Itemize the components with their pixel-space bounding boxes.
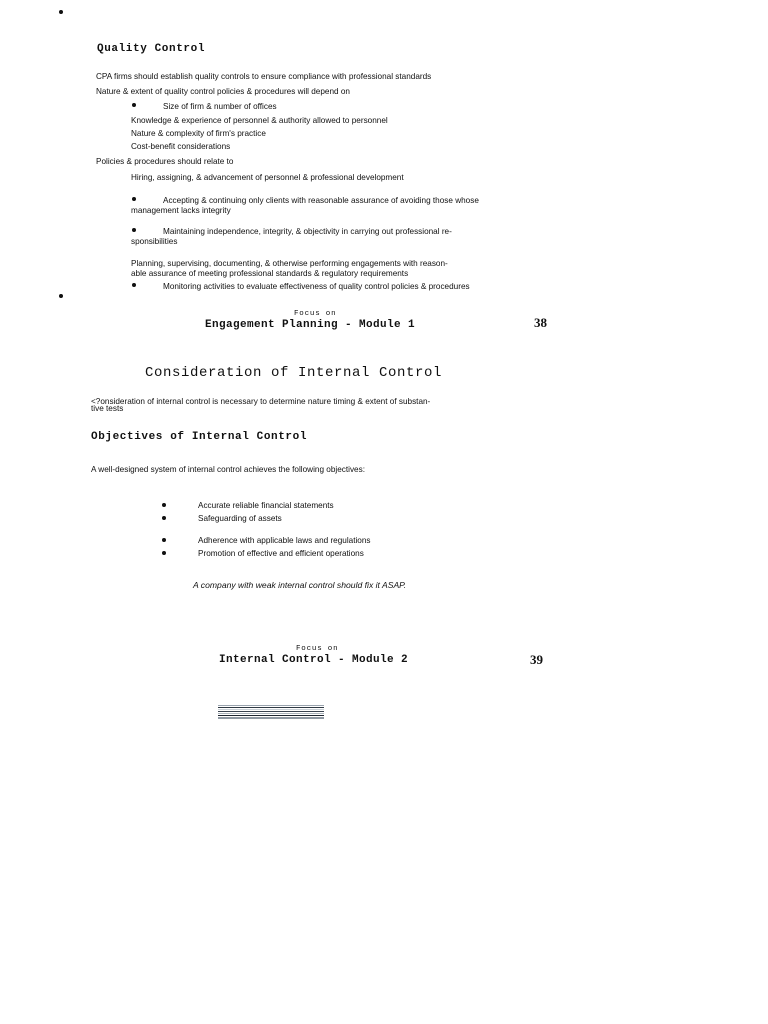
ic-intro-line-1: <?onsideration of internal control is necessary to determine nature timing & extent of substan- (91, 397, 431, 406)
module-label: Internal Control - Module 2 (219, 654, 409, 666)
page-number: 39 (530, 652, 543, 667)
page-number: 38 (534, 315, 547, 330)
page-bullet-middle (59, 294, 63, 298)
list-bullet (132, 283, 136, 287)
policy-item-2b: management lacks integrity (131, 206, 231, 215)
policy-item-4a: Planning, supervising, documenting, & otherwise performing engagements with reason- (131, 259, 448, 268)
focus-on-label: Focus on (296, 645, 339, 653)
objective-item-1: Accurate reliable financial statements (198, 501, 334, 510)
ic-intro-line-2: tive tests (91, 404, 124, 413)
objectives-intro: A well-designed system of internal control achieves the following objectives: (91, 465, 365, 474)
list-bullet (162, 551, 166, 555)
policy-item-3a: Maintaining independence, integrity, & objectivity in carrying out professional re- (163, 227, 452, 236)
list-bullet (132, 197, 136, 201)
policy-item-3b: sponsibilities (131, 237, 178, 246)
qc-line-1: CPA firms should establish quality controls to ensure compliance with professional standards (96, 72, 432, 81)
policies-heading: Policies & procedures should relate to (96, 157, 234, 166)
depend-item-3: Nature & complexity of firm's practice (131, 129, 266, 138)
policy-item-4b: able assurance of meeting professional standards & regulatory requirements (131, 269, 409, 278)
list-bullet (162, 503, 166, 507)
list-bullet (132, 103, 136, 107)
striped-rule-graphic (218, 705, 324, 720)
policy-item-5: Monitoring activities to evaluate effectiveness of quality control policies & procedures (163, 282, 470, 291)
objective-item-3: Adherence with applicable laws and regulations (198, 536, 371, 545)
focus-on-label: Focus on (294, 310, 337, 318)
depend-item-4: Cost-benefit considerations (131, 142, 231, 151)
policy-item-1: Hiring, assigning, & advancement of personnel & professional development (131, 173, 404, 182)
objective-item-4: Promotion of effective and efficient operations (198, 549, 364, 558)
page-bullet-top (59, 10, 63, 14)
policy-item-2a: Accepting & continuing only clients with reasonable assurance of avoiding those whose (163, 196, 479, 205)
weak-control-note: A company with weak internal control should fix it ASAP. (193, 580, 407, 590)
objective-item-2: Safeguarding of assets (198, 514, 282, 523)
list-bullet (162, 516, 166, 520)
depend-item-1: Size of firm & number of offices (163, 102, 277, 111)
list-bullet (132, 228, 136, 232)
module-label: Engagement Planning - Module 1 (205, 319, 416, 331)
internal-control-title: Consideration of Internal Control (145, 365, 443, 381)
qc-line-2: Nature & extent of quality control policies & procedures will depend on (96, 87, 350, 96)
depend-item-2: Knowledge & experience of personnel & authority allowed to personnel (131, 116, 388, 125)
quality-control-title: Quality Control (97, 43, 206, 55)
objectives-subtitle: Objectives of Internal Control (91, 431, 308, 443)
list-bullet (162, 538, 166, 542)
